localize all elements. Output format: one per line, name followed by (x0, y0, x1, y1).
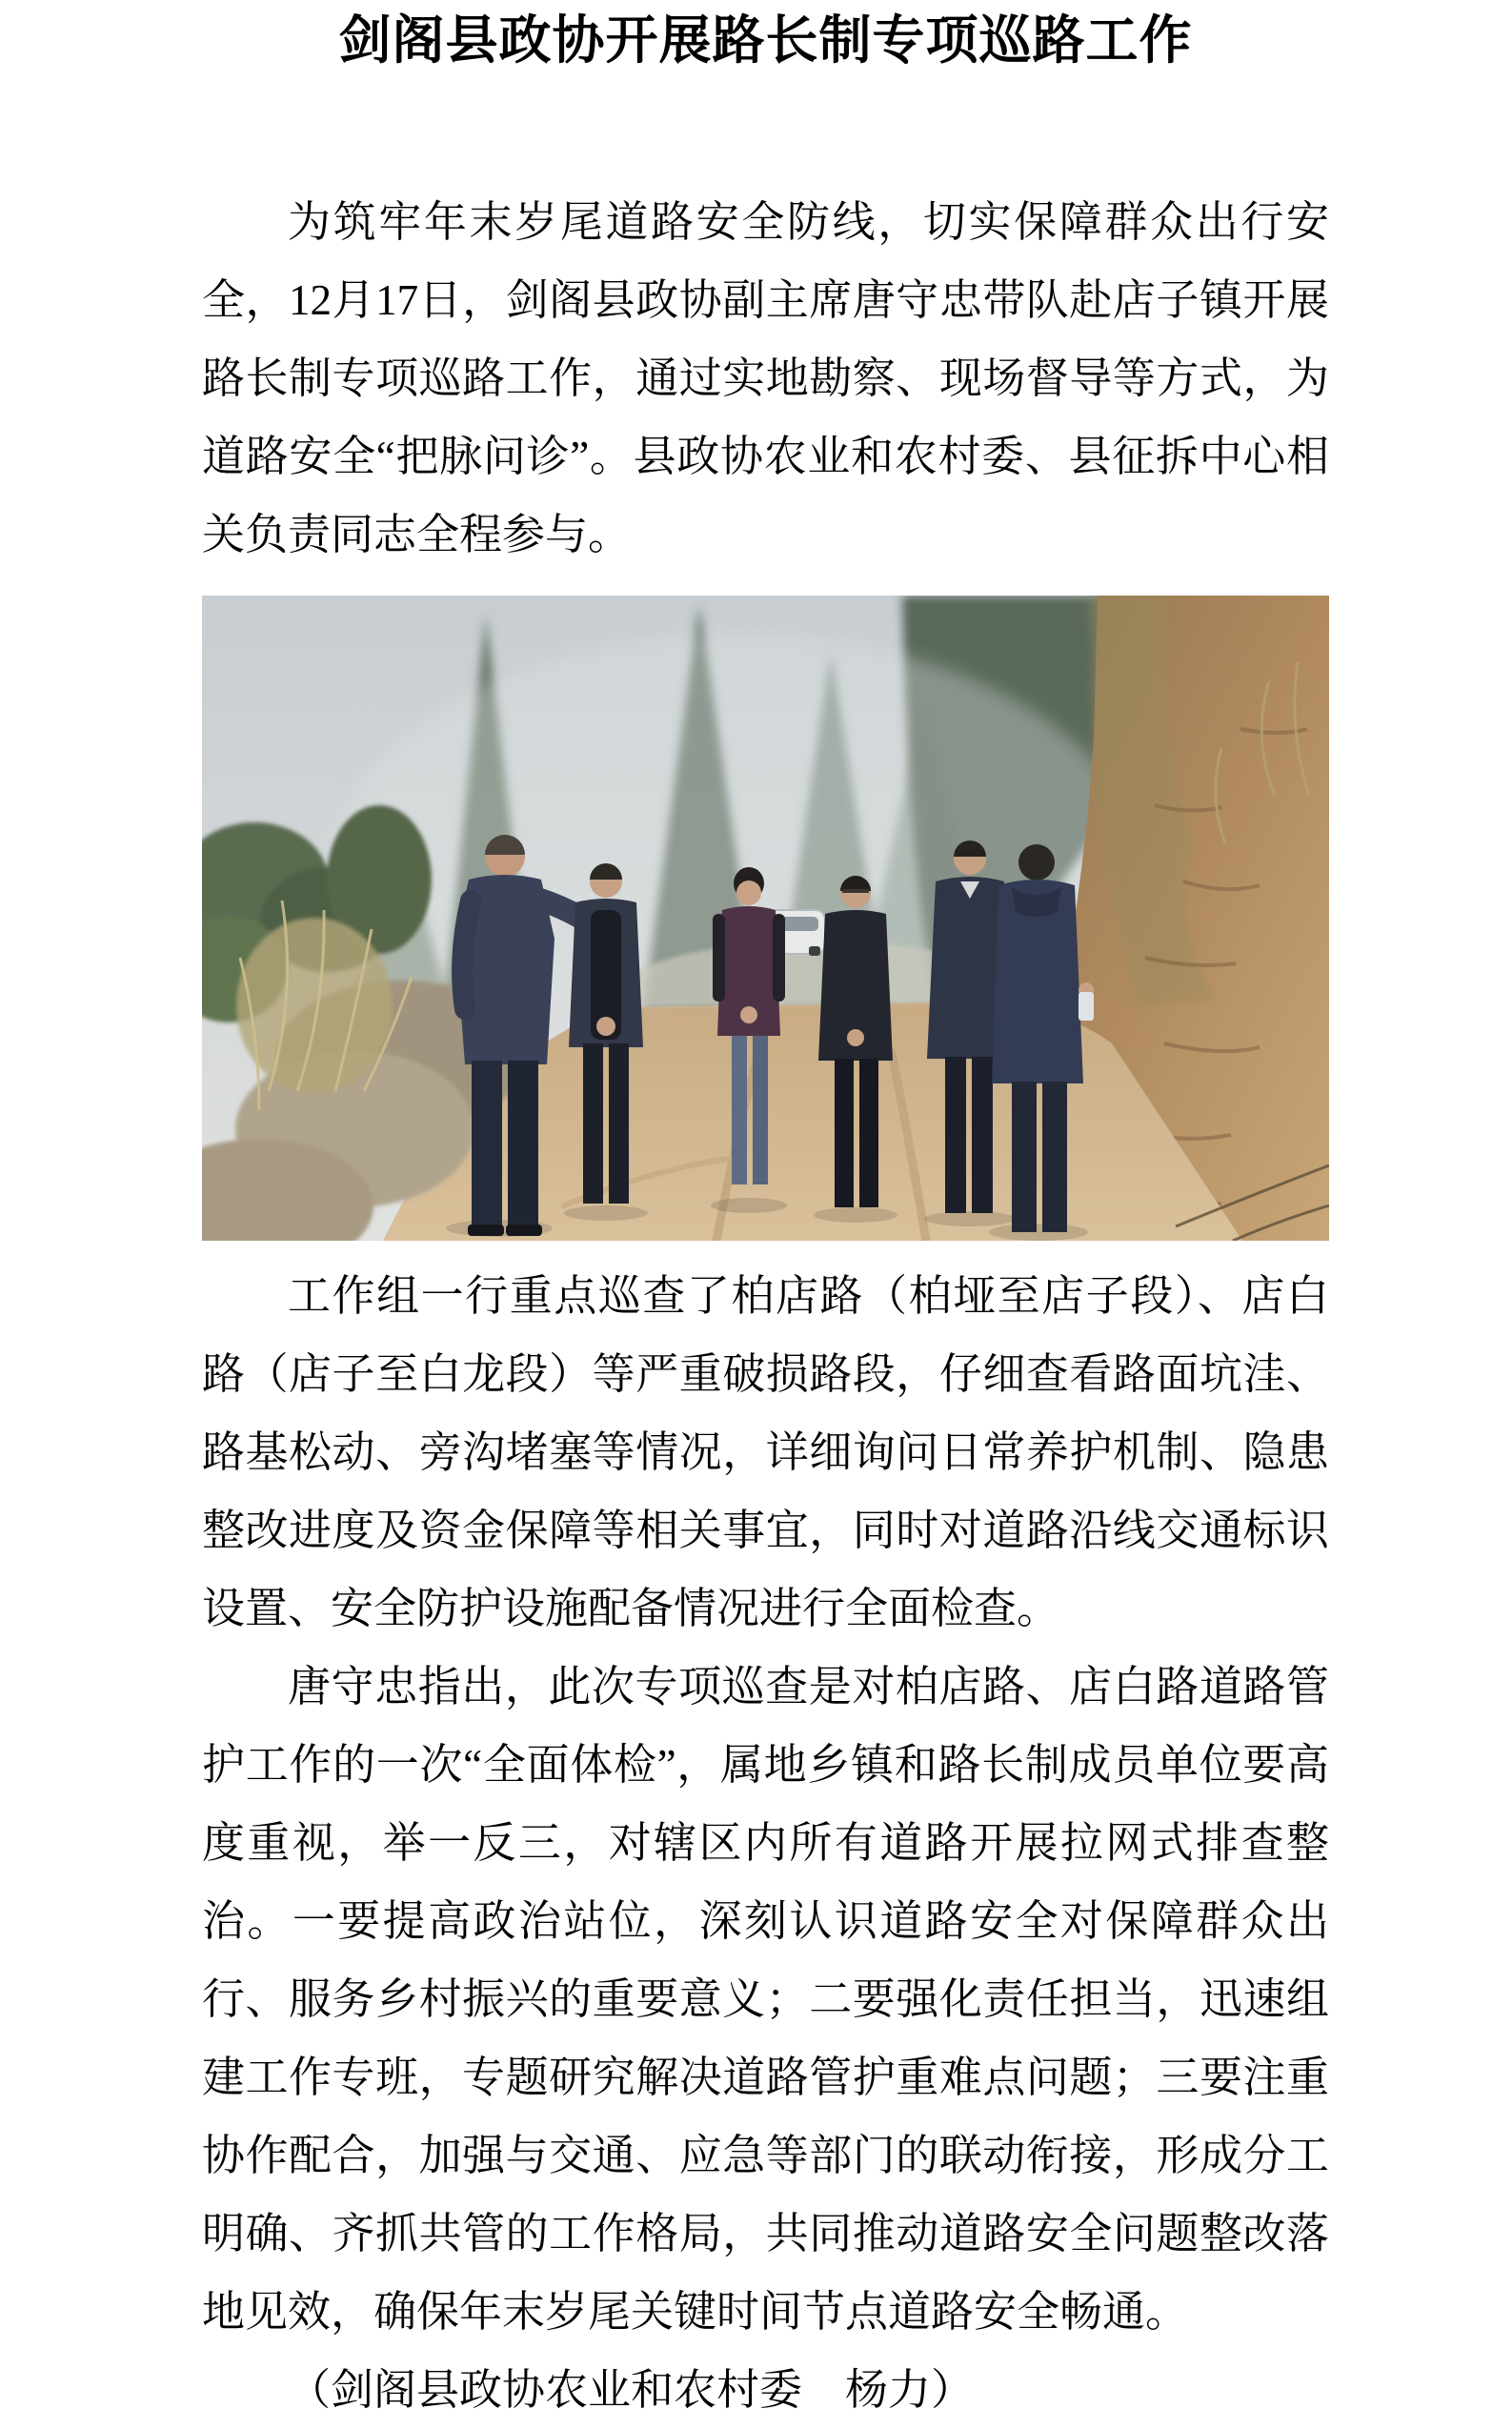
paragraph-inspection: 工作组一行重点巡查了柏店路（柏垭至店子段）、店白路（店子至白龙段）等严重破损路段，仔细查看路面坑洼、路基松动、旁沟堵塞等情况，详细询问日常养护机制、隐患整改进度及资金保障等相关事宜，同时对道路沿线交通标识设置、安全防护设施配备情况进行全面检查。 (202, 1272, 1329, 1632)
photo-scene (202, 596, 1329, 1241)
paragraph-remarks: 唐守忠指出，此次专项巡查是对柏店路、店白路道路管护工作的一次“全面体检”，属地乡镇和路长制成员单位要高度重视，举一反三，对辖区内所有道路开展拉网式排查整治。一要提高政治站位，深刻认识道路安全对保障群众出行、服务乡村振兴的重要意义；二要强化责任担当，迅速组建工作专班，专题研究解决道路管护重难点问题；三要注重协作配合，加强与交通、应急等部门的联动衔接，形成分工明确、齐抓共管的工作格局，共同推动道路安全问题整改落地见效，确保年末岁尾关键时间节点道路安全畅通。 (202, 1663, 1329, 2336)
road-inspection-photo (202, 596, 1329, 1241)
paragraph-intro: 为筑牢年末岁尾道路安全防线，切实保障群众出行安全，12月17日，剑阁县政协副主席唐守忠带队赴店子镇开展路长制专项巡路工作，通过实地勘察、现场督导等方式，为道路安全“把脉问诊”。县政协农业和农村委、县征拆中心相关负责同志全程参与。 (202, 198, 1329, 558)
article-content (202, 6, 1329, 2429)
byline: （剑阁县政协农业和农村委 杨力） (288, 2366, 975, 2414)
article-title: 剑阁县政协开展路长制专项巡路工作 (338, 11, 1193, 70)
